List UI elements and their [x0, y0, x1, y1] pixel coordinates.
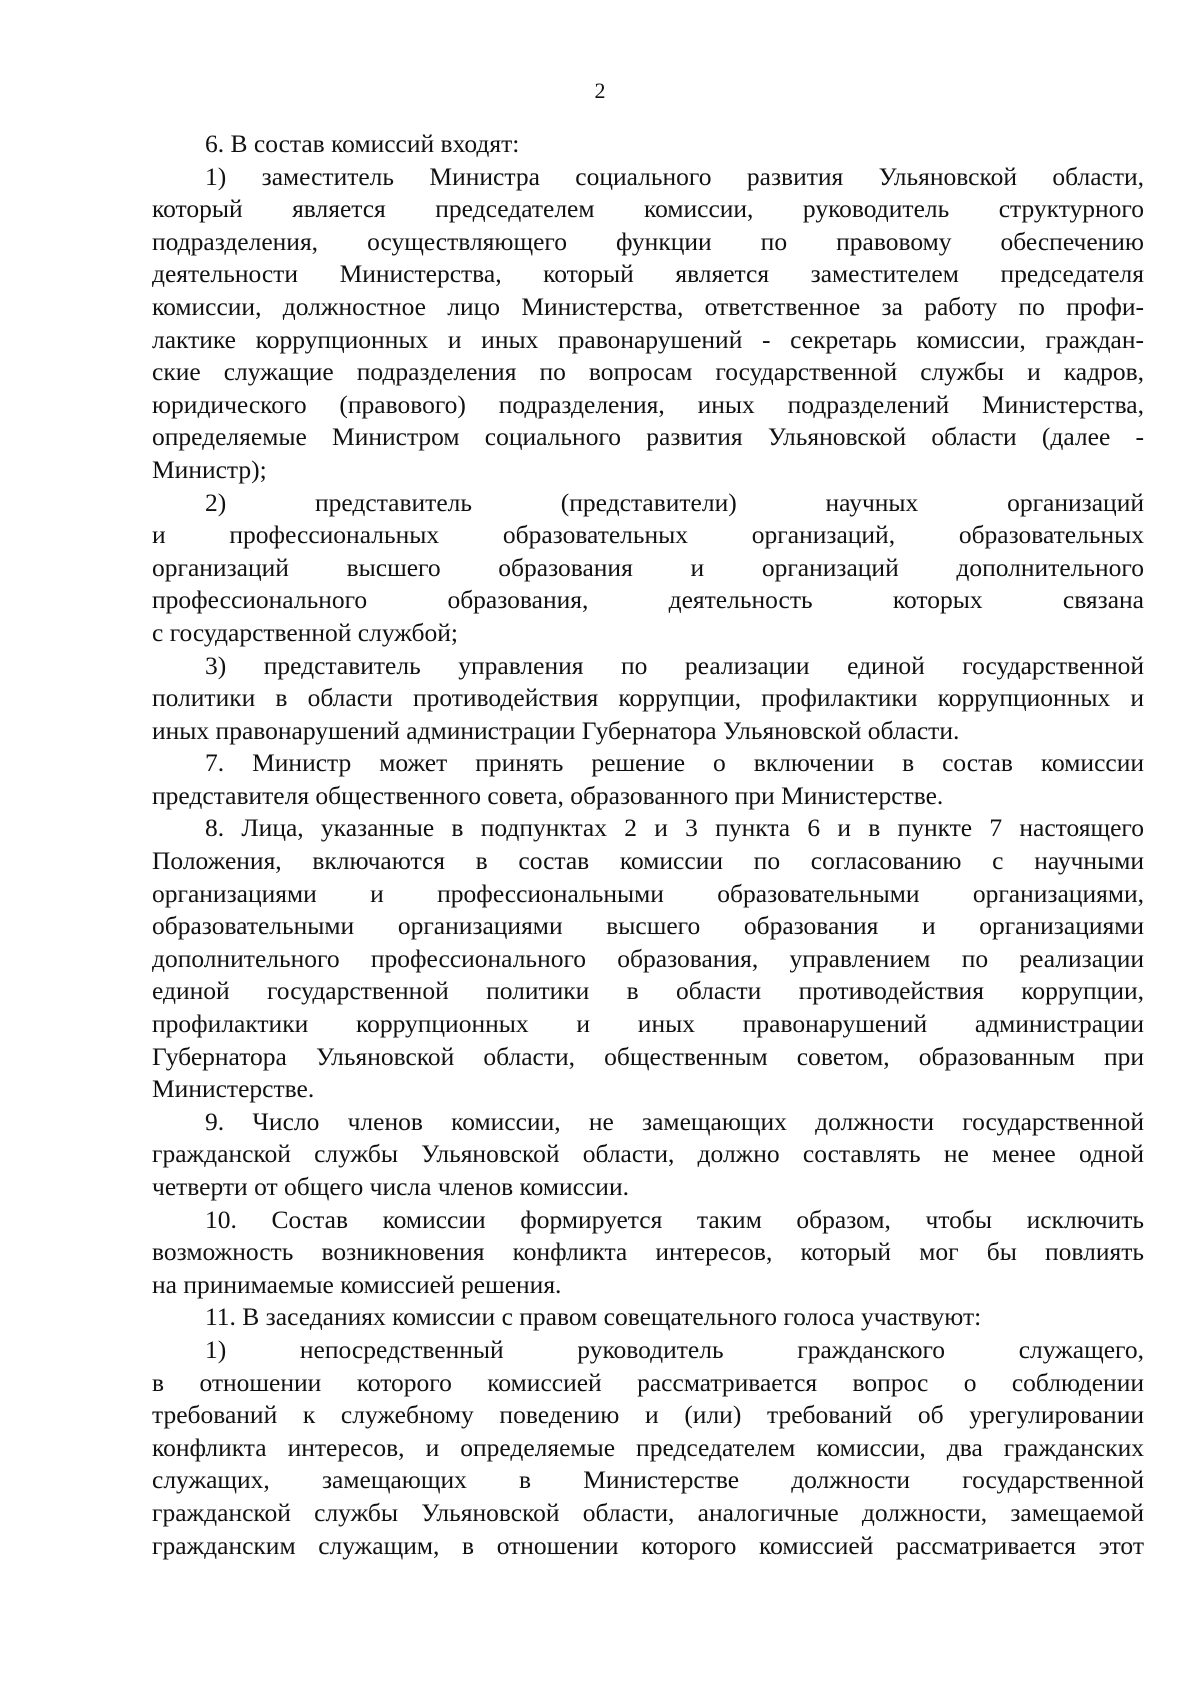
text-line: гражданской службы Ульяновской области, должно составлять не менее одной	[152, 1139, 1144, 1169]
text-line: требований к служебному поведению и (или) требований об урегулировании	[152, 1400, 1144, 1430]
text-line: который является председателем комиссии, руководитель структурного	[152, 194, 1144, 224]
text-line: и профессиональных образовательных организаций, образовательных	[152, 520, 1144, 550]
text-line: 1) заместитель Министра социального развития Ульяновской области,	[205, 161, 1144, 191]
text-line: профилактики коррупционных и иных правонарушений администрации	[152, 1009, 1144, 1039]
paragraph	[152, 487, 1144, 650]
text-line: ские служащие подразделения по вопросам государственной службы и кадров,	[152, 357, 1144, 387]
text-line: 8. Лица, указанные в подпунктах 2 и 3 пункта 6 и в пункте 7 настоящего	[205, 813, 1144, 843]
text-line: Министерстве.	[152, 1074, 315, 1104]
text-line: четверти от общего числа членов комиссии.	[152, 1172, 629, 1201]
text-line: иных правонарушений администрации Губернатора Ульяновской области.	[152, 715, 960, 745]
text-line: Губернатора Ульяновской области, общественным советом, образованным при	[152, 1041, 1144, 1071]
text-line: конфликта интересов, и определяемые председателем комиссии, два гражданских	[152, 1432, 1144, 1462]
text-line: с государственной службой;	[152, 617, 458, 647]
text-line: организациями и профессиональными образовательными организациями,	[152, 878, 1144, 908]
paragraph	[152, 650, 1144, 748]
text-line: 1) непосредственный руководитель гражданского служащего,	[205, 1334, 1144, 1364]
text-line: лактике коррупционных и иных правонарушений - секретарь комиссии, граждан-	[152, 324, 1144, 354]
text-line: служащих, замещающих в Министерстве должности государственной	[152, 1465, 1144, 1495]
document-body	[152, 128, 1144, 1562]
text-line: гражданской службы Ульяновской области, аналогичные должности, замещаемой	[152, 1497, 1144, 1527]
text-line: на принимаемые комиссией решения.	[152, 1269, 562, 1299]
page-number: 2	[594, 78, 606, 103]
text-line: определяемые Министром социального развития Ульяновской области (далее -	[152, 422, 1144, 452]
text-line: 6. В состав комиссий входят:	[205, 129, 520, 158]
text-line: единой государственной политики в области противодействия коррупции,	[152, 976, 1144, 1006]
text-line: 10. Состав комиссии формируется таким образом, чтобы исключить	[205, 1204, 1144, 1234]
text-line: образовательными организациями высшего образования и организациями	[152, 911, 1144, 941]
paragraph	[152, 1106, 1144, 1204]
text-line: 9. Число членов комиссии, не замещающих должности государственной	[205, 1106, 1144, 1136]
text-line: организаций высшего образования и организаций дополнительного	[152, 552, 1144, 582]
text-line: Министр);	[152, 454, 267, 484]
text-line: 3) представитель управления по реализации единой государственной	[205, 650, 1144, 680]
text-line: профессионального образования, деятельность которых связана	[152, 585, 1144, 615]
text-line: в отношении которого комиссией рассматривается вопрос о соблюдении	[152, 1367, 1144, 1397]
text-line: деятельности Министерства, который является заместителем председателя	[152, 259, 1144, 289]
text-line: 2) представитель (представители) научных организаций	[205, 487, 1144, 517]
paragraph	[152, 812, 1144, 1105]
text-line: юридического (правового) подразделения, иных подразделений Министерства,	[152, 389, 1144, 419]
text-line: политики в области противодействия коррупции, профилактики коррупционных и	[152, 683, 1144, 713]
text-line: дополнительного профессионального образования, управлением по реализации	[152, 943, 1144, 973]
text-line: 7. Министр может принять решение о включении в состав комиссии	[205, 748, 1144, 778]
text-line: возможность возникновения конфликта интересов, который мог бы повлиять	[152, 1237, 1144, 1267]
text-line: гражданским служащим, в отношении которого комиссией рассматривается этот	[152, 1530, 1144, 1560]
paragraph	[152, 1204, 1144, 1302]
paragraph	[152, 1301, 1144, 1334]
text-line: 11. В заседаниях комиссии с правом совещательного голоса участвуют:	[205, 1302, 982, 1332]
text-line: комиссии, должностное лицо Министерства, ответственное за работу по профи-	[152, 291, 1144, 321]
paragraph	[152, 161, 1144, 487]
paragraph	[152, 1334, 1144, 1562]
text-line: Положения, включаются в состав комиссии по согласованию с научными	[152, 846, 1144, 876]
text-line: подразделения, осуществляющего функции по правовому обеспечению	[152, 226, 1144, 256]
paragraph	[152, 128, 1144, 161]
paragraph	[152, 747, 1144, 812]
text-line: представителя общественного совета, образованного при Министерстве.	[152, 780, 944, 810]
